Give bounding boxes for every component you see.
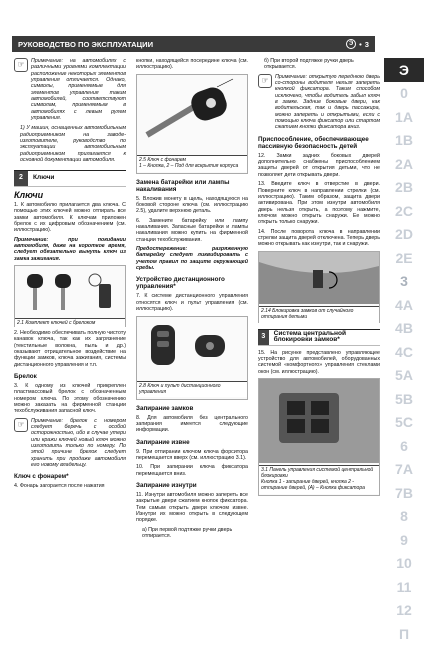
child-lock-illustration: [259, 252, 379, 304]
paragraph: 14. После поворота ключа в направлении стрелки защита дверей отключена. Теперь дверь можно открывать как изнутри, так и снаружи.: [258, 228, 380, 248]
note-block: [14, 418, 126, 469]
keys-illustration: [15, 266, 125, 316]
header-title: РУКОВОДСТВО ПО ЭКСПЛУАТАЦИИ: [18, 39, 154, 49]
paragraph: 12. Замки задних боковых дверей дополнительно снабжены приспособлением защиты дверей от открытия детьми, что не позволяет дети открывать двери.: [258, 152, 380, 178]
paragraph: 3. К одному из ключей прикреплен пластмассовый брелок с обозначенным номером ключа. По этому обозначению можно заказать на фирменной станции техобслуживания запасной ключ.: [14, 383, 126, 415]
heading-brelok: Брелок: [14, 373, 37, 380]
chapter-tab[interactable]: 2A: [395, 155, 413, 172]
column-3: [258, 58, 380, 499]
chapter-tab[interactable]: 10: [396, 555, 412, 572]
chapter-tab[interactable]: 0: [400, 85, 408, 102]
page-header: [12, 36, 375, 52]
figure-caption: 2.14 Блокировка замков от случайного отпирания детьми: [259, 306, 379, 323]
paragraph: 9. При отпирании ключом ключа форситора перемещается вверх (см. иллюстрацию 3.1).: [136, 448, 248, 461]
note-text: Примечание: брелок с номером следует беречь с особой осторожностью, ибо в случае утери или кражи ключей новый ключ можно изготовить только по номеру. По этой причине брелок следует хранить при продаже автомобиля его новому владельцу.: [31, 417, 126, 469]
chapter-tab[interactable]: 4A: [395, 296, 413, 313]
list-item: б) При второй подтяжке ручки дверь открывается.: [264, 58, 354, 71]
chapter-tab[interactable]: 2C: [395, 202, 413, 219]
column-1: [14, 58, 126, 493]
heading-outside: Запирание извне: [136, 438, 190, 446]
figure-central-lock: [258, 378, 380, 496]
column-2: [136, 58, 248, 542]
page-number-block: [346, 39, 369, 49]
section-header: [14, 170, 126, 187]
heading-child-safety: Приспособление, обеспечивающее пассивную безопасность детей: [258, 135, 369, 150]
heading-remote: Устройство дистанционного управления*: [136, 276, 225, 291]
chapter-tab[interactable]: 8: [400, 508, 408, 525]
note-block: [258, 74, 380, 131]
hand-icon: ☞: [14, 418, 28, 432]
remote-illustration: [137, 317, 247, 379]
chapter-tab[interactable]: 5C: [395, 414, 413, 431]
note-text: Примечание: открытую переднюю дверь со-стороны водителя нельзя запереть кнопкой фиксатора. Таким способом исключено, чтобы водитель забыл ключ в замке. Задние боковые двери, как водительская, так и дверь пассажира, можно запереть и открытыми, если с помощью ключа фиксатор или стартом сжатием кнопки фиксатора вниз.: [275, 73, 380, 131]
paragraph: 2. Необходимо обеспечивать полную чистоту канавок ключа, так как их загрязнение (текстильные волокна, пыль и др.) оказывают отрицательное воздействие на функции замков, ключа зажигания, системы дистанционного управления и т.п.: [14, 329, 126, 368]
note-block: [14, 58, 126, 121]
chapter-tab[interactable]: 1A: [395, 108, 413, 125]
flashlight-key-illustration: [137, 75, 247, 153]
hand-icon: ☞: [14, 58, 28, 72]
paragraph: кнопки, находящейся посередине ключа (см. иллюстрацию).: [136, 58, 248, 71]
paragraph: 8. Для автомобиля без центрального запирания имеется следующие информации.: [136, 414, 248, 434]
chapter-tab[interactable]: 2E: [395, 249, 413, 266]
list-item: а) При первой подтяжке ручки дверь отпирается.: [142, 526, 233, 539]
chapter-tab[interactable]: 2D: [395, 226, 413, 243]
heading-locking: Запирание замков: [136, 404, 194, 412]
heading-inside: Запирание изнутри: [136, 481, 197, 489]
chapter-tab[interactable]: 7A: [395, 461, 413, 478]
central-lock-panel-illustration: [259, 379, 379, 463]
chapter-tab[interactable]: 3: [400, 273, 408, 290]
page-number: 3: [364, 39, 369, 49]
chapter-tab[interactable]: 7B: [395, 484, 413, 501]
figure-caption: 3.1 Панель управления системой центральной блокировки Кнопка 1 - запирание дверей, кнопка 2 - отпирание дверей, (А) – Кнопка фиксатора: [259, 465, 379, 493]
paragraph: 10. При запирании ключа фиксатора перемещается вниз.: [136, 464, 248, 477]
paragraph: 1. К автомобилю прилагается два ключа. С помощью этих ключей можно отпирать все замки автомобиля. К ключам приложен брелок с их цифровым обозначением (см. иллюстрацию).: [14, 201, 126, 234]
arrow-icon: •: [359, 39, 362, 49]
hand-icon: ☞: [258, 74, 272, 88]
section-number: 3: [258, 330, 269, 345]
chapter-tab[interactable]: 9: [400, 531, 408, 548]
figure-caption: 2.8 Ключ и пульт дистанционного управления: [137, 381, 247, 398]
paragraph: 11. Изнутри автомобиля можно запереть все закрытые двери сжатием кнопок фиксатора. Тем самым открыть двери ключом извне. Изнутри их можно открыть в следующем порядке.: [136, 491, 248, 524]
chapter-tab[interactable]: 1B: [395, 132, 413, 149]
figure-keys: [14, 265, 126, 327]
chapter-tab[interactable]: 4C: [395, 343, 413, 360]
chapter-tab[interactable]: 12: [396, 602, 412, 619]
heading-fonar: Ключ с фонарем*: [14, 473, 69, 481]
figure-flashlight-key: [136, 74, 248, 174]
footnote: 1) У машин, оснащенных автомобильным радиоприемником на заводе-изготовителе, руководство по эксплуатации автомобильным радиоприемником прилагается к основной документации автомобиля.: [20, 125, 126, 164]
chapter-tab[interactable]: П: [398, 625, 410, 642]
chapter-tab[interactable]: 5A: [395, 367, 413, 384]
section-number: 2: [14, 171, 28, 186]
chapter-tab[interactable]: 11: [396, 578, 412, 595]
paragraph: 13. Введите ключ в отверстие в двери. Поверните ключ в направлении стрелки (см. иллюстрацию). Таким образом, защита двери активирована. При этом изнутри автомобиля дверь нельзя открыть, а поэтому нажмите, ключом можно открыть снаружи. Ее можно открыть только снаружи.: [258, 181, 380, 226]
figure-child-lock: [258, 251, 380, 323]
warning-text: Предостережение: разряженную батарейку следует ликвидировать с учетом правил по защите окружающей среды.: [136, 246, 248, 272]
paragraph: 6. Замените батарейку или лампу накаливания. Запасные батарейки и лампы накаливания можно купить на фирменной станции техобслуживания.: [136, 217, 248, 243]
paragraph: 5. Вложив монету в щель, находящуюся на боковой стороне ключа (см. иллюстрацию 2.5), удалите верхнюю деталь.: [136, 195, 248, 215]
chapter-tabs: [384, 58, 424, 646]
warning-text: Примечание: при покидании автомобиля, даже на короткое время, следует обязательно вынуть ключ из замка зажигания.: [14, 236, 126, 262]
section-header: [258, 329, 380, 346]
figure-remote: [136, 316, 248, 400]
paragraph: 4. Фонарь загорается после нажатия: [14, 483, 105, 490]
chapter-tab[interactable]: 5B: [395, 390, 413, 407]
paragraph: 7. К системе дистанционного управления относятся ключ и пульт управления (см. иллюстрацию).: [136, 293, 248, 313]
section-circle-icon: Э: [346, 39, 356, 49]
figure-caption: 2.1 Комплект ключей с брелоком: [15, 318, 125, 329]
paragraph: 15. На рисунке представлено управляющее устройство для автомобилей, оборудованных системой «комфортного» управления стеклами окон (см. иллюстрацию).: [258, 349, 380, 375]
heading-replace: Замена батарейки или лампы накаливания: [136, 178, 230, 193]
chapter-tab[interactable]: 2B: [395, 179, 413, 196]
section-title: Ключи: [33, 173, 55, 181]
chapter-tab[interactable]: 6: [400, 437, 408, 454]
heading-keys: Ключи: [14, 189, 44, 200]
note-text: Примечание: на автомобилях с различными уровнями комплектации расположение некоторых элементов управления отличается. Однако, символы, применяемые для элементов управления таким автомобилей, соответствуют символам, применяемым в автомобилях с левым рулем управления.: [31, 58, 126, 122]
chapter-tab[interactable]: Э: [384, 58, 424, 82]
chapter-tab[interactable]: 4B: [395, 320, 413, 337]
section-title: Система центральной блокировки замков*: [273, 329, 347, 344]
figure-caption: 2.5 Ключ с фонарем 1 – Кнопка, 2 – Под для вскрытия корпуса: [137, 155, 247, 172]
